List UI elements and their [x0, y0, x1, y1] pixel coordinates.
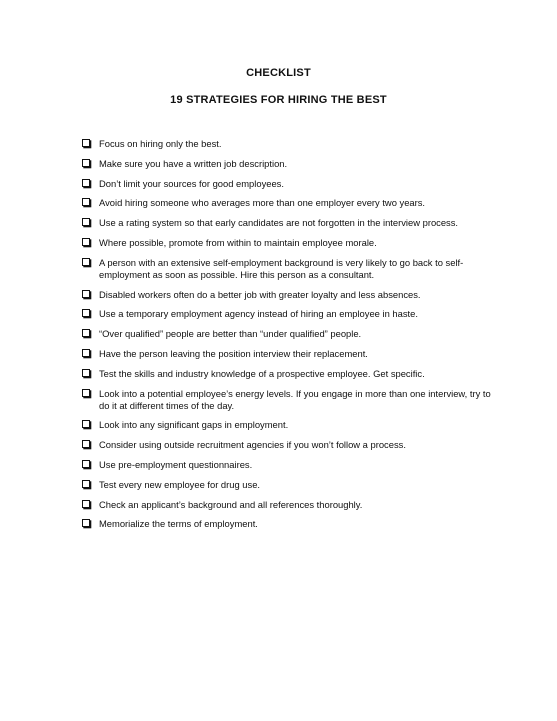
checklist-item-text: Where possible, promote from within to maintain employee morale.: [99, 236, 377, 248]
checklist-item: [82, 197, 492, 209]
checkbox-icon: [82, 329, 90, 337]
checklist-item-text: Consider using outside recruitment agencies if you won’t follow a process.: [99, 439, 406, 451]
checklist-item-text: Look into any significant gaps in employment.: [99, 419, 289, 431]
checklist-item-text: Have the person leaving the position interview their replacement.: [99, 347, 368, 359]
checklist-item: [82, 237, 492, 249]
checklist-item-text: Disabled workers often do a better job with greater loyalty and less absences.: [99, 288, 421, 300]
checklist-item-text: A person with an extensive self-employment background is very likely to go back to self-employment as soon as possible. Hire this person as a consultant.: [99, 256, 464, 280]
checklist-item-text: Use pre-employment questionnaires.: [99, 458, 253, 470]
checkbox-icon: [82, 500, 90, 508]
checklist-item-text: Test the skills and industry knowledge of a prospective employee. Get specific.: [99, 367, 425, 379]
checklist-item: [82, 439, 492, 451]
checklist-item: [82, 308, 492, 320]
checklist-item-text: Test every new employee for drug use.: [99, 478, 261, 490]
checklist-item: [82, 459, 492, 471]
checklist-item: [82, 289, 492, 301]
checklist-item: [82, 257, 492, 281]
checklist-item: [82, 348, 492, 360]
checkbox-icon: [82, 139, 90, 147]
checklist-item-text: Use a temporary employment agency instead of hiring an employee in haste.: [99, 308, 418, 320]
checklist-item: [82, 217, 492, 229]
checklist-item-text: Focus on hiring only the best.: [99, 138, 222, 149]
checklist-item-text: “Over qualified” people are better than “under qualified” people.: [99, 328, 362, 340]
checkbox-icon: [82, 159, 90, 167]
checkbox-icon: [82, 309, 90, 317]
checkbox-icon: [82, 179, 90, 187]
checklist-item-text: Avoid hiring someone who averages more than one employer every two years.: [99, 197, 426, 209]
document-heading: CHECKLIST: [246, 67, 311, 79]
checklist-item: [82, 479, 492, 491]
checkbox-icon: [82, 290, 90, 298]
checkbox-icon: [82, 238, 90, 246]
checkbox-icon: [82, 198, 90, 206]
checklist-item-text: Memorialize the terms of employment.: [99, 518, 258, 530]
checkbox-icon: [82, 389, 90, 397]
checklist-item-text: Make sure you have a written job description.: [99, 157, 288, 169]
checklist-item: [82, 138, 492, 150]
checklist: [82, 138, 492, 538]
checklist-item: [82, 158, 492, 170]
checklist-item: [82, 419, 492, 431]
checkbox-icon: [82, 218, 90, 226]
checkbox-icon: [82, 460, 90, 468]
checklist-item: [82, 388, 492, 412]
checklist-item: [82, 328, 492, 340]
checkbox-icon: [82, 519, 90, 527]
checklist-item-text: Don’t limit your sources for good employees.: [99, 177, 284, 189]
checklist-item: [82, 178, 492, 190]
checkbox-icon: [82, 440, 90, 448]
checklist-item: [82, 518, 492, 530]
checkbox-icon: [82, 258, 90, 266]
checklist-item-text: Use a rating system so that early candidates are not forgotten in the interview process.: [99, 217, 459, 229]
checklist-item-text: Check an applicant’s background and all references thoroughly.: [99, 498, 363, 510]
checklist-item: [82, 368, 492, 380]
checklist-item: [82, 499, 492, 511]
checklist-item-text: Look into a potential employee’s energy levels. If you engage in more than one interview, try to do it at different times of the day.: [99, 387, 491, 411]
checkbox-icon: [82, 349, 90, 357]
checkbox-icon: [82, 480, 90, 488]
checkbox-icon: [82, 369, 90, 377]
document-subheading: 19 STRATEGIES FOR HIRING THE BEST: [170, 94, 387, 106]
checkbox-icon: [82, 420, 90, 428]
